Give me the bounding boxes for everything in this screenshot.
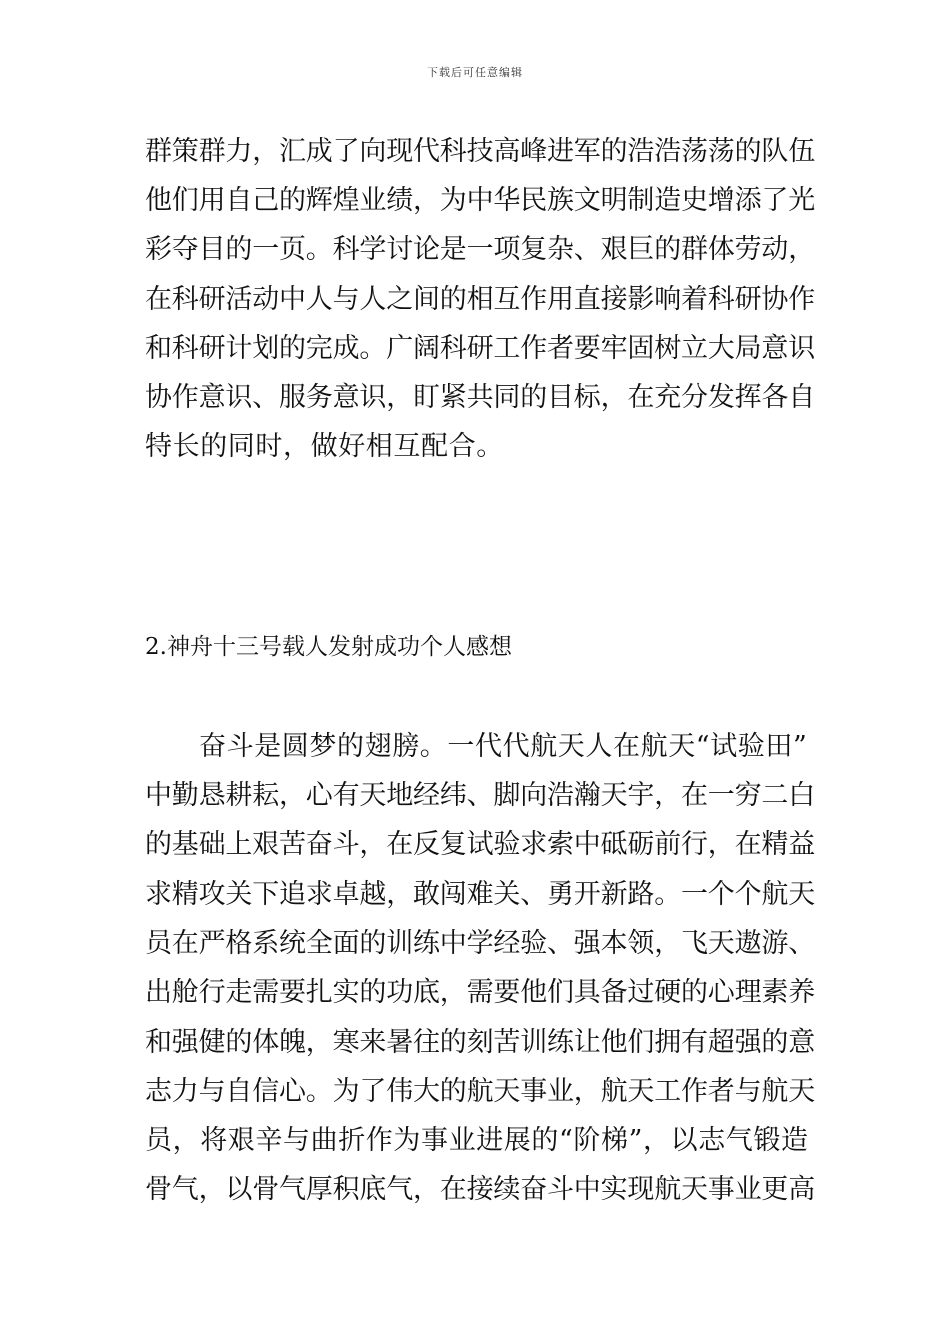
paragraph-line: 骨气，以骨气厚积底气，在接续奋斗中实现航天事业更高	[145, 1174, 815, 1205]
paragraph-line: 群策群力，汇成了向现代科技高峰进军的浩浩荡荡的队伍	[145, 136, 815, 167]
page-header: 下载后可任意编辑	[427, 66, 523, 79]
paragraph-line: 员在严格系统全面的训练中学经验、强本领，飞天遨游、	[145, 928, 815, 959]
paragraph-line: 和强健的体魄，寒来暑往的刻苦训练让他们拥有超强的意	[145, 1027, 815, 1058]
paragraph-line: 在科研活动中人与人之间的相互作用直接影响着科研协作	[145, 284, 815, 315]
paragraph-line: 他们用自己的辉煌业绩，为中华民族文明制造史增添了光	[145, 185, 815, 216]
section-heading: 2.神舟十三号载人发射成功个人感想	[145, 634, 512, 660]
paragraph-line: 特长的同时，做好相互配合。	[145, 431, 504, 462]
paragraph-line: 彩夺目的一页。科学讨论是一项复杂、艰巨的群体劳动，	[145, 234, 815, 265]
paragraph-line: 中勤恳耕耘，心有天地经纬、脚向浩瀚天宇，在一穷二白	[145, 780, 815, 811]
paragraph-line: 志力与自信心。为了伟大的航天事业，航天工作者与航天	[145, 1076, 815, 1107]
paragraph-line: 出舱行走需要扎实的功底，需要他们具备过硬的心理素养	[145, 977, 815, 1008]
paragraph-line: 求精攻关下追求卓越，敢闯难关、勇开新路。一个个航天	[145, 879, 815, 910]
paragraph-line: 协作意识、服务意识，盯紧共同的目标，在充分发挥各自	[145, 382, 815, 413]
paragraph-line: 奋斗是圆梦的翅膀。一代代航天人在航天“试验田”	[199, 731, 808, 762]
paragraph-line: 和科研计划的完成。广阔科研工作者要牢固树立大局意识	[145, 333, 815, 364]
paragraph-line: 员，将艰辛与曲折作为事业进展的“阶梯”，以志气锻造	[145, 1125, 809, 1156]
paragraph-line: 的基础上艰苦奋斗，在反复试验求索中砥砺前行，在精益	[145, 829, 815, 860]
